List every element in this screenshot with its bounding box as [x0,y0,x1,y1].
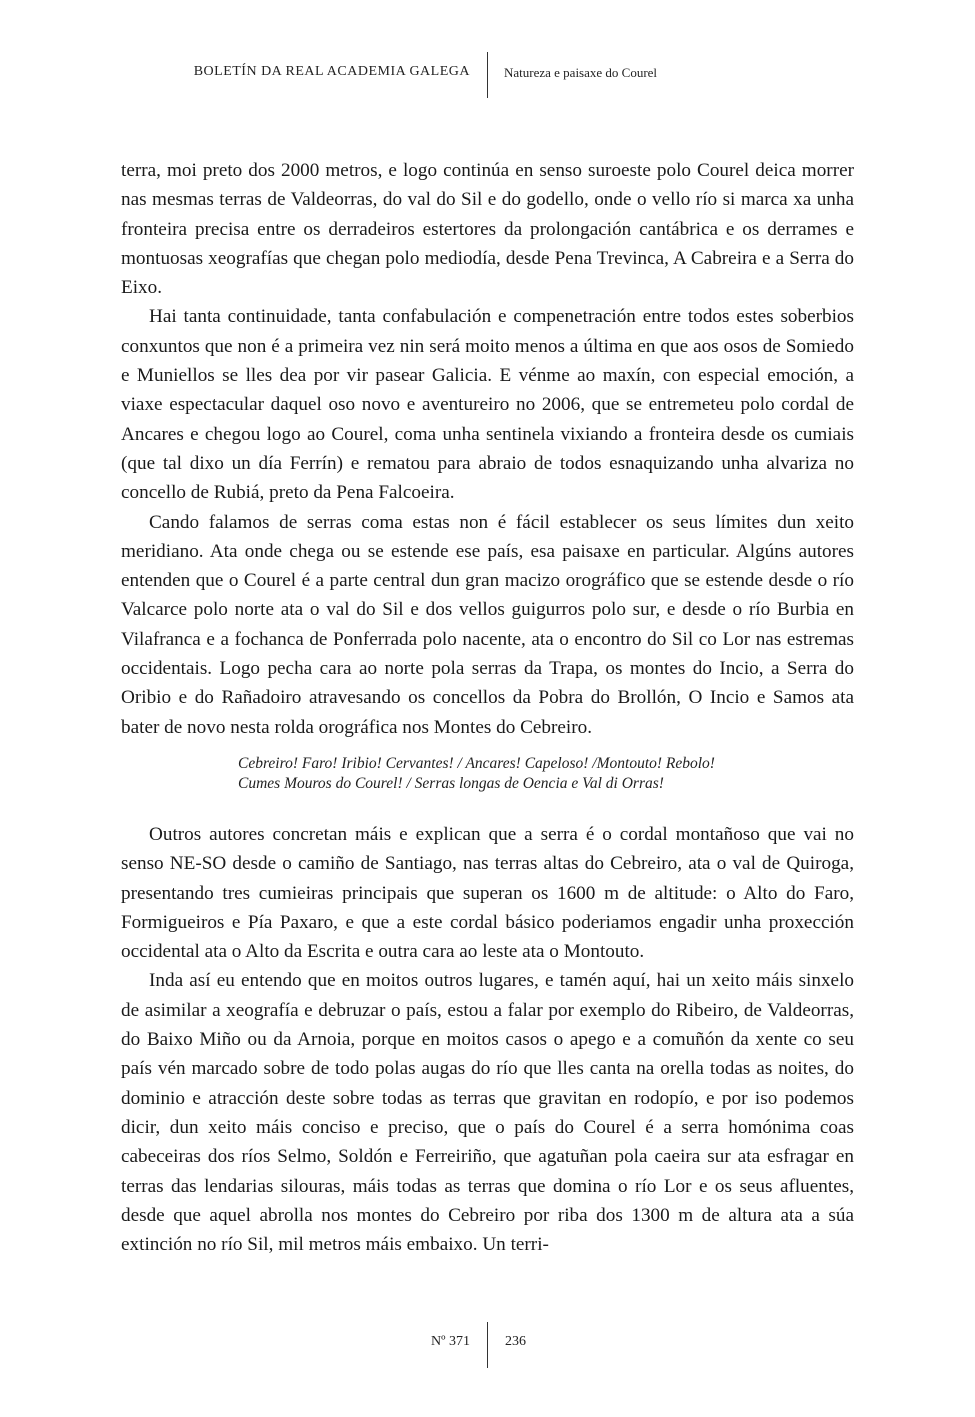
journal-title: BOLETÍN DA REAL ACADEMIA GALEGA [193,64,470,79]
running-header [0,52,975,98]
article-body [121,156,854,1259]
paragraph-continued: terra, moi preto dos 2000 metros, e logo continúa en senso suroeste polo Courel deica morrer nas mesmas terras de Valdeorras, do val do Sil e do godello, onde o vello río si marca xa unha fronteira precisa entre os derradeiros estertores da prolongación cantábrica e os derrames e montuosas xeografías que chegan polo mediodía, desde Pena Trevinca, A Cabreira e a Serra do Eixo. [121,160,854,299]
paragraph: Outros autores concretan máis e explican que a serra é o cordal montañoso que vai no senso NE-SO desde o camiño de Santiago, nas terras altas do Cebreiro, ata o val de Quiroga, presentando tres cumieiras principais que superan os 1600 m de altitude: o Alto do Faro, Formigueiros e Pía Paxaro, e que a este cordal básico poderiamos engadir unha proxección occidental ata o Alto da Escrita e outra cara ao leste ata o Montouto. [121,823,854,963]
header-divider [487,52,488,98]
verse-line: Cumes Mouros do Courel! / Serras longas de Oencia e Val di Orras! [238,774,664,792]
issue-number: Nº 371 [431,1334,470,1349]
page-number: 236 [505,1334,526,1349]
section-title: Natureza e paisaxe do Courel [504,65,658,80]
verse-line: Cebreiro! Faro! Iribio! Cervantes! / Ancares! Capeloso! /Montouto! Rebolo! [238,754,715,772]
paragraph: Inda así eu entendo que en moitos outros lugares, e tamén aquí, hai un xeito máis sinxelo de asimilar a xeografía e debruzar o país, estou a falar por exemplo do Ribeiro, de Valdeorras, do Baixo Miño ou da Arnoia, porque en moitos casos o apego e a comuñón da xente co seu país vén marcado sobre de todo polas augas do río que lles canta na orella todas as noites, do dominio e atracción deste sobre todas as terras que gravitan en rodopío, e por iso podemos dicir, dun xeito máis conciso e preciso, que o país do Courel é a serra homónima coas cabeceiras dos ríos Selmo, Soldón e Ferreiriño, que agatuñan pola caeira sur ata esfragar en terras das lendarias silouras, máis todas as terras que domina o río Lor e os seus afluentes, desde que aquel abrolla nos montes do Cebreiro por riba dos 1300 m de altura ata a súa extinción no río Sil, mil metros máis embaixo. Un terri- [121,970,854,1256]
running-footer [0,1322,975,1368]
paragraph: Cando falamos de serras coma estas non é fácil establecer os seus límites dun xeito meridiano. Ata onde chega ou se estende ese país, esa paisaxe en particular. Algúns autores entenden que o Courel é a parte central dun gran macizo orográfico que se estende desde o río Valcarce polo norte ata o val do Sil e dos vellos guigurros polo sur, e desde o río Burbia en Vilafranca e a fochanca de Ponferrada polo nacente, ata o encontro do Sil co Lor nas estremas occidentais. Logo pecha cara ao norte pola serras da Trapa, os montes do Incio, a Serra do Oribio e do Rañadoiro atravesando os concellos da Pobra do Brollón, O Incio e Samos ata bater de novo nesta rolda orográfica nos Montes do Cebreiro. [121,511,854,738]
verse-quotation [238,754,854,794]
paragraph: Hai tanta continuidade, tanta confabulación e compenetración entre todos estes soberbios conxuntos que non é a primeira vez nin será moito menos a última en que aos osos de Somiedo e Muniellos se lles dea por vir pasear Galicia. E vénme ao maxín, con especial emoción, a viaxe espectacular daquel oso novo e aventureiro no 2006, que se entremeteu polo cordal de Ancares e chegou logo ao Courel, coma unha sentinela vixiando a fronteira desde os cumiais (que tal dixo un día Ferrín) e rematou para abraio de todos esnaquizando unha alvariza no concello de Rubiá, preto da Pena Falcoeira. [121,306,854,504]
footer-divider [487,1322,488,1368]
